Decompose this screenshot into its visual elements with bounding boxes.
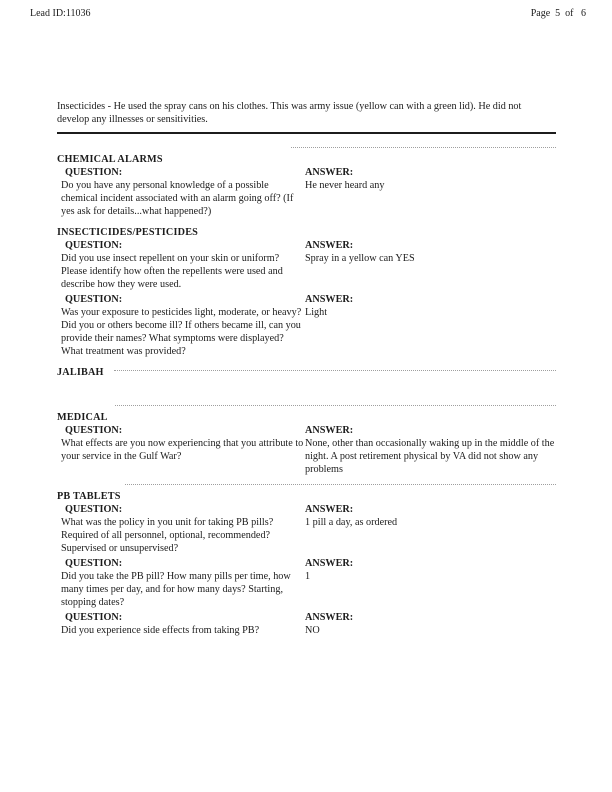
dotted-rule <box>291 147 556 148</box>
qa-pair <box>57 503 556 555</box>
question-column <box>57 503 305 555</box>
answer-text: NO <box>305 625 320 636</box>
question-label: QUESTION: <box>65 240 123 251</box>
answer-text: 1 <box>305 571 311 582</box>
answer-label: ANSWER: <box>305 612 354 623</box>
answer-column <box>305 611 556 637</box>
dotted-rule <box>114 370 556 371</box>
horizontal-rule <box>57 132 556 134</box>
qa-pair <box>57 557 556 609</box>
answer-text: Spray in a yellow can YES <box>305 253 415 264</box>
question-text: What effects are you now experiencing that you attribute to your service in the Gulf War? <box>61 438 304 462</box>
answer-column <box>305 424 556 476</box>
answer-column <box>305 503 556 529</box>
question-label: QUESTION: <box>65 612 123 623</box>
page-header <box>30 8 586 19</box>
qa-pair <box>57 611 556 637</box>
section-title-insecticides-pesticides: INSECTICIDES/PESTICIDES <box>57 227 199 238</box>
answer-label: ANSWER: <box>305 425 354 436</box>
answer-column <box>305 166 556 192</box>
intro-paragraph: Insecticides - He used the spray cans on his clothes. This was army issue (yellow can with a green lid). He did not develop any illnesses or sensitivities. <box>57 101 522 125</box>
question-text: Did you use insect repellent on your skin or uniform? Please identify how often the repellents were used and describe how they were used. <box>61 253 283 290</box>
answer-text: 1 pill a day, as ordered <box>305 517 398 528</box>
question-text: Do you have any personal knowledge of a possible chemical incident associated with an alarm going off? (If yes ask for details...what happened?) <box>61 180 294 217</box>
question-label: QUESTION: <box>65 425 123 436</box>
answer-text: Light <box>305 307 328 318</box>
page-number: Page 5 of 6 <box>530 8 586 19</box>
question-column <box>57 557 305 609</box>
question-label: QUESTION: <box>65 558 123 569</box>
question-column <box>57 293 305 358</box>
qa-pair <box>57 424 556 476</box>
dotted-rule <box>125 484 556 485</box>
section-title-pb-tablets: PB TABLETS <box>57 491 121 502</box>
question-column <box>57 611 305 637</box>
section-title-medical: MEDICAL <box>57 412 108 423</box>
section-row-jalibah <box>57 366 556 379</box>
dotted-rule <box>115 405 556 406</box>
qa-pair <box>57 166 556 218</box>
answer-label: ANSWER: <box>305 558 354 569</box>
answer-column <box>305 557 556 583</box>
question-text: Was your exposure to pesticides light, moderate, or heavy? Did you or others become ill? If others became ill, can you provide their names? What symptoms were displayed? What treatment was provided? <box>61 307 302 357</box>
answer-label: ANSWER: <box>305 504 354 515</box>
question-label: QUESTION: <box>65 294 123 305</box>
answer-text: He never heard any <box>305 180 385 191</box>
answer-label: ANSWER: <box>305 240 354 251</box>
answer-column <box>305 239 556 265</box>
lead-id: Lead ID:11036 <box>30 8 91 19</box>
answer-column <box>305 293 556 319</box>
question-label: QUESTION: <box>65 504 123 515</box>
question-text: Did you experience side effects from taking PB? <box>61 625 260 636</box>
answer-label: ANSWER: <box>305 294 354 305</box>
question-column <box>57 239 305 291</box>
question-text: Did you take the PB pill? How many pills per time, how many times per day, and for how many days? Starting, stopping dates? <box>61 571 291 608</box>
section-title-chemical-alarms: CHEMICAL ALARMS <box>57 154 163 165</box>
document-body <box>57 100 556 645</box>
question-column <box>57 424 305 463</box>
answer-label: ANSWER: <box>305 167 354 178</box>
qa-pair <box>57 239 556 291</box>
question-text: What was the policy in you unit for taking PB pills? Required of all personnel, optional, recommended? Supervised or unsupervised? <box>61 517 274 554</box>
section-title-jalibah: JALIBAH <box>57 367 104 378</box>
qa-pair <box>57 293 556 358</box>
question-column <box>57 166 305 218</box>
answer-text: None, other than occasionally waking up in the middle of the night. A post retirement physical by VA did not show any problems <box>305 438 555 475</box>
question-label: QUESTION: <box>65 167 123 178</box>
